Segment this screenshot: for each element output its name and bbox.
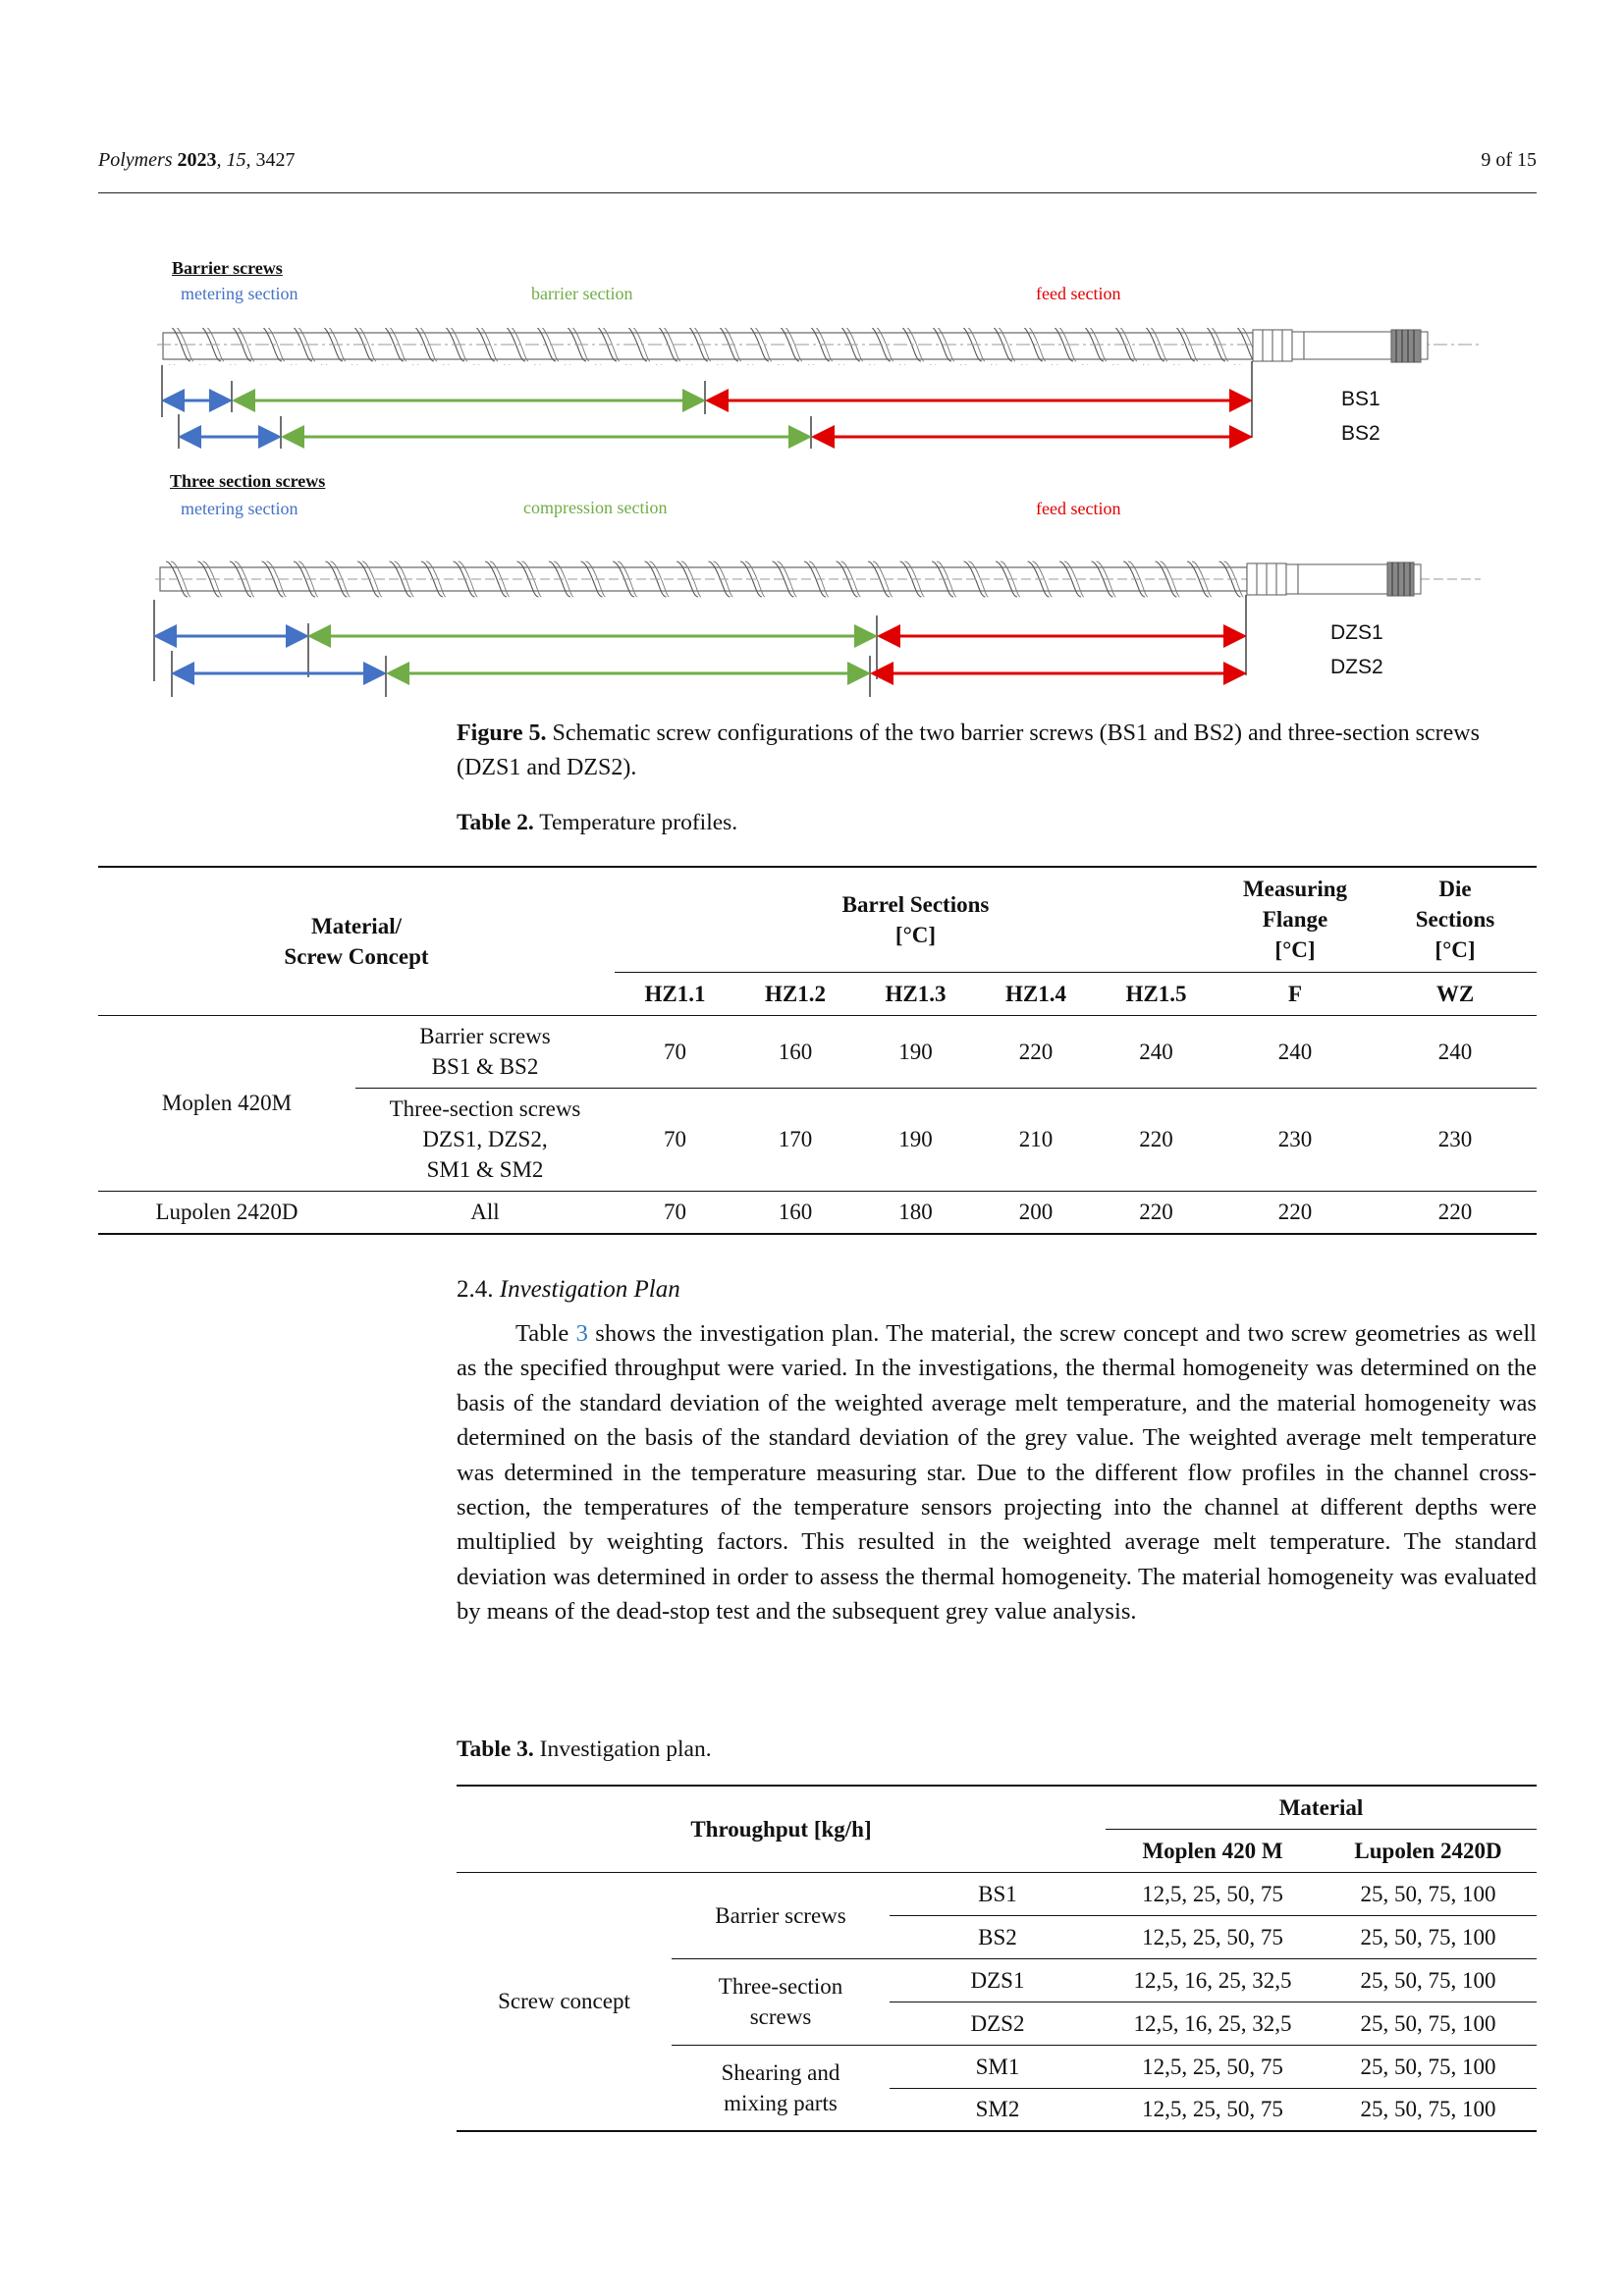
article-number: 3427 <box>255 149 296 171</box>
throughput-header: Throughput [kg/h] <box>457 1786 1106 1872</box>
table-row <box>457 1872 1537 1915</box>
lupolen-cell: 25, 50, 75, 100 <box>1320 1958 1537 2002</box>
die-sections-header: Die Sections [°C] <box>1374 867 1537 972</box>
screw-group-cell: Barrier screws <box>672 1872 890 1958</box>
screw-schematic-drawing <box>98 245 1537 697</box>
compression-section-label: compression section <box>523 498 668 517</box>
section-title: Investigation Plan <box>499 1276 680 1303</box>
section-number: 2.4. <box>457 1276 494 1303</box>
value-cell: 220 <box>1096 1088 1217 1191</box>
lupolen-cell: 25, 50, 75, 100 <box>1320 1872 1537 1915</box>
material-cell: Lupolen 2420D <box>98 1191 355 1234</box>
value-cell: 70 <box>615 1191 735 1234</box>
screw-label-dzs1: DZS1 <box>1330 621 1383 644</box>
table-2-caption-label: Table 2. <box>457 810 534 835</box>
concept-cell: Three-section screws DZS1, DZS2, SM1 & SM2 <box>355 1088 615 1191</box>
lupolen-header: Lupolen 2420D <box>1320 1829 1537 1872</box>
feed-section-label: feed section <box>1036 284 1121 303</box>
table-2-caption-text: Temperature profiles. <box>533 810 738 835</box>
measuring-flange-header: Measuring Flange [°C] <box>1217 867 1374 972</box>
screw-cell: DZS1 <box>890 1958 1106 2002</box>
material-cell: Moplen 420M <box>98 1015 355 1191</box>
lupolen-cell: 25, 50, 75, 100 <box>1320 1915 1537 1958</box>
screw-cell: BS2 <box>890 1915 1106 1958</box>
zone-header: WZ <box>1374 972 1537 1015</box>
barrier-section-label: barrier section <box>531 284 633 303</box>
screw-label-dzs2: DZS2 <box>1330 656 1383 678</box>
table-3-caption <box>457 1733 1537 1767</box>
screw-cell: BS1 <box>890 1872 1106 1915</box>
table-3-caption-label: Table 3. <box>457 1736 534 1762</box>
metering-section-label-2: metering section <box>181 499 298 518</box>
value-cell: 220 <box>1374 1191 1537 1234</box>
three-section-screw-body <box>155 561 1481 598</box>
zone-header: F <box>1217 972 1374 1015</box>
zone-header: HZ1.3 <box>855 972 976 1015</box>
figure-caption-text: Schematic screw configurations of the two barrier screws (BS1 and BS2) and three-section screws (DZS1 and DZS2). <box>457 721 1480 780</box>
investigation-plan-table <box>457 1785 1537 2132</box>
running-header-citation: Polymers 2023, 15, 3427 <box>98 149 296 171</box>
value-cell: 160 <box>735 1015 855 1088</box>
table-3-caption-text: Investigation plan. <box>533 1736 712 1762</box>
temperature-profiles-table <box>98 866 1537 1235</box>
moplen-cell: 12,5, 16, 25, 32,5 <box>1106 2002 1320 2045</box>
material-screw-concept-header: Material/ Screw Concept <box>98 867 615 1015</box>
three-section-screws-title: Three section screws <box>170 471 326 491</box>
moplen-cell: 12,5, 16, 25, 32,5 <box>1106 1958 1320 2002</box>
value-cell: 220 <box>976 1015 1096 1088</box>
zone-header: HZ1.5 <box>1096 972 1217 1015</box>
journal-name: Polymers <box>98 149 173 171</box>
barrel-sections-header: Barrel Sections [°C] <box>615 867 1217 972</box>
moplen-header: Moplen 420 M <box>1106 1829 1320 1872</box>
page-number: 9 of 15 <box>1481 149 1537 171</box>
table-2-caption <box>457 806 1537 840</box>
value-cell: 190 <box>855 1015 976 1088</box>
screw-cell: SM1 <box>890 2045 1106 2088</box>
zone-header: HZ1.2 <box>735 972 855 1015</box>
value-cell: 240 <box>1374 1015 1537 1088</box>
screw-cell: SM2 <box>890 2088 1106 2131</box>
value-cell: 230 <box>1374 1088 1537 1191</box>
journal-volume: 15 <box>226 149 246 171</box>
moplen-cell: 12,5, 25, 50, 75 <box>1106 2088 1320 2131</box>
value-cell: 160 <box>735 1191 855 1234</box>
moplen-cell: 12,5, 25, 50, 75 <box>1106 2045 1320 2088</box>
value-cell: 190 <box>855 1088 976 1191</box>
table-row <box>98 1191 1537 1234</box>
lupolen-cell: 25, 50, 75, 100 <box>1320 2088 1537 2131</box>
lupolen-cell: 25, 50, 75, 100 <box>1320 2002 1537 2045</box>
zone-header: HZ1.4 <box>976 972 1096 1015</box>
figure-5-caption <box>457 717 1537 785</box>
value-cell: 230 <box>1217 1088 1374 1191</box>
screw-cell: DZS2 <box>890 2002 1106 2045</box>
metering-section-label: metering section <box>181 284 298 303</box>
concept-cell: All <box>355 1191 615 1234</box>
screw-group-cell: Three-section screws <box>672 1958 890 2045</box>
feed-section-label-2: feed section <box>1036 499 1121 518</box>
value-cell: 200 <box>976 1191 1096 1234</box>
value-cell: 70 <box>615 1015 735 1088</box>
table-row <box>98 1015 1537 1088</box>
screw-label-bs1: BS1 <box>1341 388 1380 410</box>
value-cell: 240 <box>1096 1015 1217 1088</box>
screw-label-bs2: BS2 <box>1341 422 1380 445</box>
zone-header: HZ1.1 <box>615 972 735 1015</box>
figure-caption-label: Figure 5. <box>457 721 547 746</box>
moplen-cell: 12,5, 25, 50, 75 <box>1106 1915 1320 1958</box>
value-cell: 220 <box>1217 1191 1374 1234</box>
lupolen-cell: 25, 50, 75, 100 <box>1320 2045 1537 2088</box>
figure-5 <box>98 245 1537 697</box>
barrier-screw-body <box>157 328 1483 365</box>
value-cell: 240 <box>1217 1015 1374 1088</box>
value-cell: 220 <box>1096 1191 1217 1234</box>
table-3-link[interactable]: 3 <box>575 1320 588 1347</box>
header-divider <box>98 192 1537 193</box>
material-header: Material <box>1106 1786 1537 1829</box>
value-cell: 180 <box>855 1191 976 1234</box>
screw-group-cell: Shearing and mixing parts <box>672 2045 890 2131</box>
row-group-cell: Screw concept <box>457 1872 672 2131</box>
section-heading <box>457 1276 680 1304</box>
body-paragraph: Table 3 shows the investigation plan. The material, the screw concept and two screw geometries as well as the specified throughput were varied. In the investigations, the thermal homogeneity was determined on the basis of the standard deviation of the weighted average melt temperature, and the material homogeneity was determined on the basis of the standard deviation of the grey value. The weighted average melt temperature was determined in the temperature measuring star. Due to the different flow profiles in the channel cross-section, the temperatures of the temperature sensors projecting into the channel at different depths were multiplied by weighting factors. This resulted in the weighted average melt temperature. The standard deviation was determined in order to assess the thermal homogeneity. The material homogeneity was evaluated by means of the dead-stop test and the subsequent grey value analysis. <box>457 1320 1538 1626</box>
value-cell: 170 <box>735 1088 855 1191</box>
value-cell: 70 <box>615 1088 735 1191</box>
concept-cell: Barrier screws BS1 & BS2 <box>355 1015 615 1088</box>
journal-year: 2023 <box>177 149 217 171</box>
barrier-screws-title: Barrier screws <box>172 258 283 278</box>
moplen-cell: 12,5, 25, 50, 75 <box>1106 1872 1320 1915</box>
value-cell: 210 <box>976 1088 1096 1191</box>
